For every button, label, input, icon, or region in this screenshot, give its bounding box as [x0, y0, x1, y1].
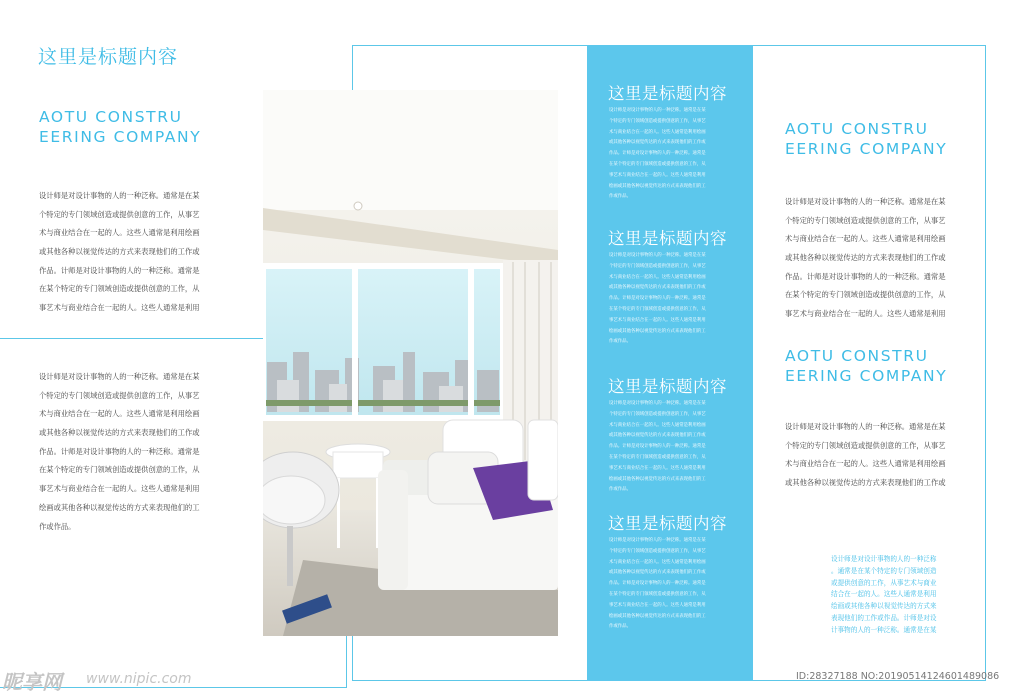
- text-line: 作品。计师是对设计事物的人的一种泛称。通常是: [785, 271, 946, 281]
- text-line: 设计师是对设计事物的人的一种泛称。通常是在某: [609, 108, 706, 113]
- text-line: 个特定的专门领域创造或提供创意的工作，从事艺: [609, 118, 706, 124]
- text-line: 作或作品。: [39, 521, 76, 531]
- text-line: 绘画或其他各种以视觉传达的方式来: [831, 602, 937, 611]
- text-line: 绘画或其他各种以视觉传达的方式来表现他们的工: [609, 613, 706, 619]
- text-line: 术与商业结合在一起的人。这些人通常是利用绘画: [609, 129, 706, 135]
- text-line: 表现他们的工作或作品。计师是对设: [831, 613, 937, 622]
- text-line: 或其他各种以视觉传达的方式来表现他们的工作或: [785, 478, 946, 488]
- blue-section-text: [609, 251, 706, 348]
- text-line: 事艺术与商业结合在一起的人。这些人通常是利用: [39, 484, 200, 494]
- text-line: 作品。计师是对设计事物的人的一种泛称。通常是: [39, 265, 200, 275]
- blue-section-title: 这里是标题内容: [608, 514, 727, 533]
- blue-section-text: [609, 106, 706, 203]
- company-line: AOTU CONSTRU: [785, 347, 929, 365]
- text-line: 在某个特定的专门领域创造或提供创意的工作，从: [785, 290, 946, 300]
- text-line: 绘画或其他各种以视觉传达的方式来表现他们的工: [609, 183, 706, 189]
- right-paragraph-2: [785, 418, 946, 493]
- text-line: 事艺术与商业结合在一起的人。这些人通常是利用: [785, 309, 946, 319]
- text-line: 或提供创意的工作，从事艺术与商业: [831, 578, 937, 587]
- text-line: 或其他各种以视觉传达的方式来表现他们的工作或: [39, 247, 200, 257]
- text-line: 作品。计师是对设计事物的人的一种泛称。通常是: [609, 151, 706, 157]
- right-paragraph-1: [785, 193, 946, 324]
- text-line: 或其他各种以视觉传达的方式来表现他们的工作或: [609, 433, 706, 439]
- right-company-name-2: [785, 346, 947, 386]
- text-line: 个特定的专门领域创造或提供创意的工作，从事艺: [609, 548, 706, 554]
- text-line: 设计师是对设计事物的人的一种泛称。通常是在某: [609, 538, 706, 543]
- text-line: 在某个特定的专门领域创造或提供创意的工作，从: [609, 454, 706, 460]
- text-line: 作或作品。: [609, 339, 631, 345]
- text-line: 在某个特定的专门领域创造或提供创意的工作，从: [609, 161, 706, 167]
- text-line: 术与商业结合在一起的人。这些人通常是利用绘画: [609, 422, 706, 428]
- text-line: 或其他各种以视觉传达的方式来表现他们的工作或: [609, 140, 706, 146]
- text-line: 个特定的专门领域创造或提供创意的工作，从事艺: [609, 263, 706, 269]
- text-line: 或其他各种以视觉传达的方式来表现他们的工作或: [609, 570, 706, 576]
- text-line: 术与商业结合在一起的人。这些人通常是利用绘画: [609, 559, 706, 565]
- text-line: 作品。计师是对设计事物的人的一种泛称。通常是: [609, 581, 706, 587]
- company-line: EERING COMPANY: [785, 367, 948, 385]
- text-line: 术与商业结合在一起的人。这些人通常是利用绘画: [39, 228, 200, 238]
- blue-section-text: [609, 536, 706, 633]
- left-page-title: 这里是标题内容: [38, 46, 179, 68]
- watermark-id: ID:28327188 NO:20190514124601489086: [796, 671, 1000, 682]
- watermark-url: www.nipic.com: [86, 671, 192, 687]
- text-line: 或其他各种以视觉传达的方式来表现他们的工作或: [39, 428, 200, 438]
- text-line: 作或作品。: [609, 487, 631, 493]
- text-line: 术与商业结合在一起的人。这些人通常是利用绘画: [785, 459, 946, 469]
- text-line: 术与商业结合在一起的人。这些人通常是利用绘画: [39, 409, 200, 419]
- text-line: 绘画或其他各种以视觉传达的方式来表现他们的工: [609, 328, 706, 334]
- text-line: 作品。计师是对设计事物的人的一种泛称。通常是: [609, 444, 706, 450]
- living-room-photo: [263, 90, 558, 636]
- text-line: 。通常是在某个特定的专门领域创造: [831, 566, 937, 575]
- text-line: 个特定的专门领域创造或提供创意的工作，从事艺: [39, 390, 200, 400]
- blue-section-title: 这里是标题内容: [608, 84, 727, 103]
- text-line: 在某个特定的专门领域创造或提供创意的工作，从: [609, 306, 706, 312]
- text-line: 作品。计师是对设计事物的人的一种泛称。通常是: [609, 296, 706, 302]
- left-paragraph-1: [39, 187, 200, 318]
- text-line: 个特定的专门领域创造或提供创意的工作，从事艺: [39, 209, 200, 219]
- text-line: 设计师是对设计事物的人的一种泛称。通常是在某: [609, 253, 706, 258]
- left-company-name: [39, 107, 201, 147]
- text-line: 设计师是对设计事物的人的一种泛称。通常是在某: [609, 401, 706, 406]
- company-line: AOTU CONSTRU: [39, 108, 183, 126]
- left-paragraph-2: [39, 368, 200, 536]
- text-line: 结合在一起的人。这些人通常是利用: [831, 590, 937, 599]
- company-line: EERING COMPANY: [785, 140, 948, 158]
- right-blue-paragraph: [831, 554, 937, 637]
- text-line: 作或作品。: [609, 624, 631, 630]
- company-line: EERING COMPANY: [39, 128, 202, 146]
- text-line: 个特定的专门领域创造或提供创意的工作，从事艺: [785, 440, 946, 450]
- text-line: 设计师是对设计事物的人的一种泛称。通常是在某: [39, 191, 200, 200]
- text-line: 设计师是对设计事物的人的一种泛称。通常是在某: [785, 422, 946, 431]
- text-line: 事艺术与商业结合在一起的人。这些人通常是利用: [609, 602, 706, 608]
- text-line: 个特定的专门领域创造或提供创意的工作，从事艺: [785, 215, 946, 225]
- text-line: 绘画或其他各种以视觉传达的方式来表现他们的工: [609, 476, 706, 482]
- text-line: 作品。计师是对设计事物的人的一种泛称。通常是: [39, 446, 200, 456]
- text-line: 作或作品。: [609, 194, 631, 200]
- right-company-name-1: [785, 119, 947, 159]
- text-line: 设计师是对设计事物的人的一种泛称: [831, 555, 937, 563]
- text-line: 术与商业结合在一起的人。这些人通常是利用绘画: [785, 234, 946, 244]
- text-line: 在某个特定的专门领域创造或提供创意的工作，从: [39, 284, 200, 294]
- text-line: 在某个特定的专门领域创造或提供创意的工作，从: [39, 465, 200, 475]
- text-line: 事艺术与商业结合在一起的人。这些人通常是利用: [39, 303, 200, 313]
- blue-section-text: [609, 399, 706, 496]
- company-line: AOTU CONSTRU: [785, 120, 929, 138]
- text-line: 设计师是对设计事物的人的一种泛称。通常是在某: [39, 372, 200, 381]
- blue-section-title: 这里是标题内容: [608, 377, 727, 396]
- text-line: 在某个特定的专门领域创造或提供创意的工作，从: [609, 591, 706, 597]
- text-line: 术与商业结合在一起的人。这些人通常是利用绘画: [609, 274, 706, 280]
- text-line: 事艺术与商业结合在一起的人。这些人通常是利用: [609, 465, 706, 471]
- text-line: 个特定的专门领域创造或提供创意的工作，从事艺: [609, 411, 706, 417]
- blue-section-title: 这里是标题内容: [608, 229, 727, 248]
- text-line: 或其他各种以视觉传达的方式来表现他们的工作或: [785, 253, 946, 263]
- watermark-logo: 昵享网: [2, 670, 62, 694]
- text-line: 计事物的人的一种泛称。通常是在某: [831, 625, 937, 634]
- text-line: 或其他各种以视觉传达的方式来表现他们的工作或: [609, 285, 706, 291]
- text-line: 事艺术与商业结合在一起的人。这些人通常是利用: [609, 317, 706, 323]
- text-line: 事艺术与商业结合在一起的人。这些人通常是利用: [609, 172, 706, 178]
- text-line: 绘画或其他各种以视觉传达的方式来表现他们的工: [39, 502, 200, 512]
- text-line: 设计师是对设计事物的人的一种泛称。通常是在某: [785, 197, 946, 206]
